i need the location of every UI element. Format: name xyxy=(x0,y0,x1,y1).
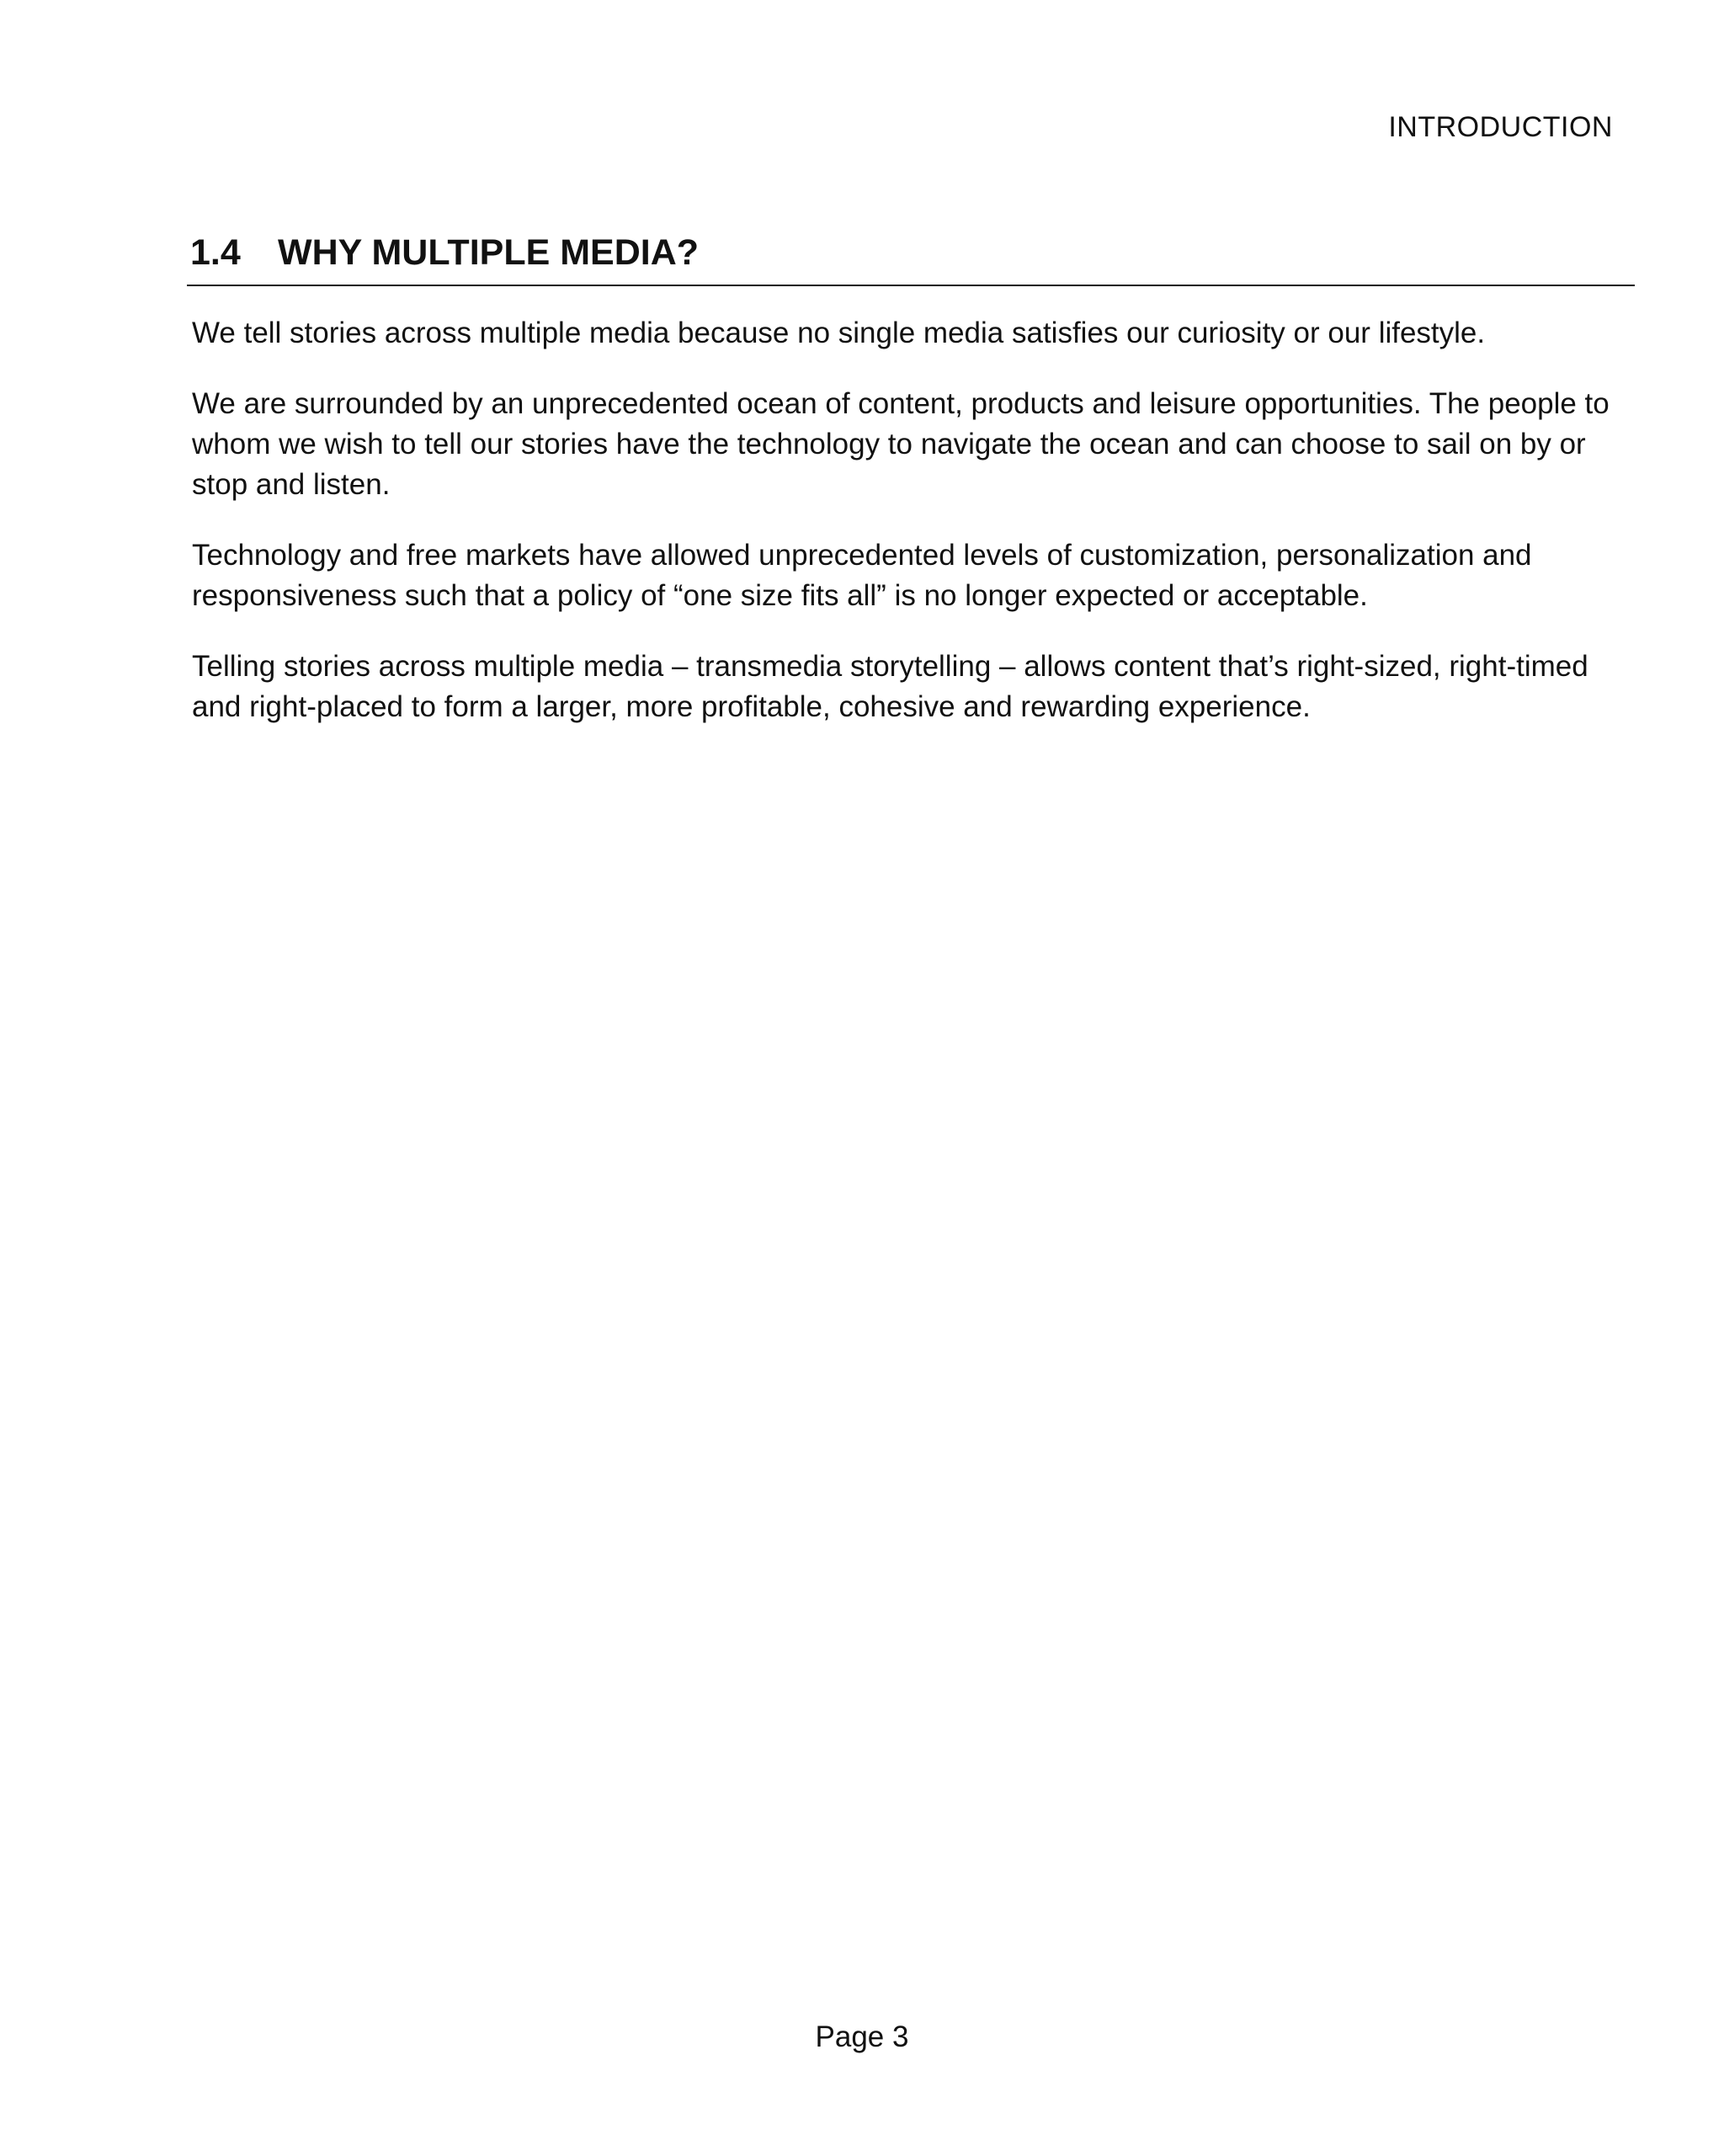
section-number: 1.4 xyxy=(190,232,241,273)
page-number: Page 3 xyxy=(815,2020,909,2053)
paragraph: We are surrounded by an unprecedented ocean of content, products and leisure opportunities. The people to whom we wish to tell our stories have the technology to navigate the ocean and can choose to sail on by or stop and listen. xyxy=(192,387,1610,501)
body-text xyxy=(192,313,1623,758)
paragraph: We tell stories across multiple media because no single media satisfies our curiosity or our lifestyle. xyxy=(192,317,1486,349)
paragraph: Technology and free markets have allowed unprecedented levels of customization, personalization and responsiveness such that a policy of “one size fits all” is no longer expected or acceptable. xyxy=(192,539,1532,612)
section-title: WHY MULTIPLE MEDIA? xyxy=(278,232,700,273)
running-header: INTRODUCTION xyxy=(1388,111,1613,143)
paragraph: Telling stories across multiple media – transmedia storytelling – allows content that’s right-sized, right-timed and right-placed to form a larger, more profitable, cohesive and rewarding experience. xyxy=(192,650,1588,723)
section-heading xyxy=(187,229,1635,286)
